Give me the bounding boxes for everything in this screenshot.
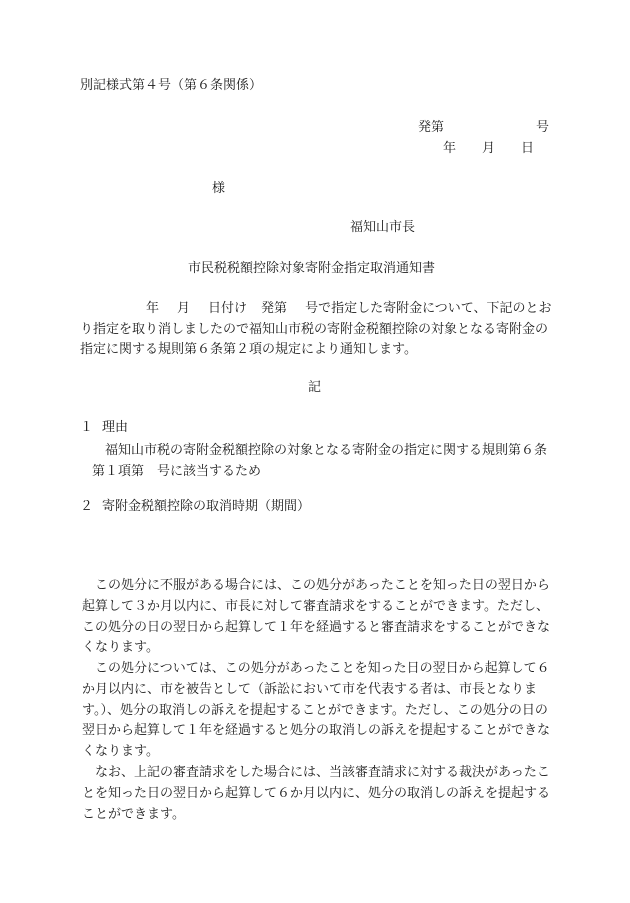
issue-date-day: 日 — [521, 141, 535, 156]
section-2-number: ２ — [80, 499, 94, 514]
intro-issue-prefix: 発第 — [261, 301, 288, 316]
issue-number-suffix: 号 — [536, 120, 550, 135]
notice-paragraph-1: この処分に不服がある場合には、この処分があったことを知った日の翌日から起算して３か月以内に、市長に対して審査請求をすることができます。ただし、この処分の日の翌日から起算して１年を経過すると審査請求をすることができなくなります。 — [82, 578, 551, 656]
document-title: 市民税税額控除対象寄附金指定取消通知書 — [188, 261, 436, 276]
issue-date — [443, 142, 534, 155]
section-1-number: １ — [80, 420, 94, 435]
issue-date-month: 月 — [482, 141, 496, 156]
issue-date-year: 年 — [443, 141, 457, 156]
addressee-honorific: 様 — [212, 181, 226, 196]
issue-number-prefix: 発第 — [418, 120, 445, 135]
intro-rest: 号で指定した寄附金について、下記のとおり指定を取り消しましたので福知山市税の寄附金税額控除の対象となる寄附金の指定に関する規則第６条第２項の規定により通知します。 — [80, 301, 552, 357]
notice-paragraph-3: なお、上記の審査請求をした場合には、当該審査請求に対する裁決があったことを知った日の翌日から起算して６か月以内に、処分の取消しの訴えを提起することができます。 — [82, 765, 551, 822]
section-2-title: 寄附金税額控除の取消時期（期間） — [102, 499, 311, 514]
intro-paragraph — [80, 299, 554, 361]
section-1-body: 福知山市税の寄附金税額控除の対象となる寄附金の指定に関する規則第６条第１項第 号に該当するため — [92, 443, 548, 479]
section-2-heading — [80, 500, 310, 513]
issue-number — [418, 121, 549, 134]
section-1-heading — [80, 421, 128, 434]
section-1-title: 理由 — [102, 420, 129, 435]
issuer-name: 福知山市長 — [350, 220, 416, 235]
form-label: 別記様式第４号（第６条関係） — [80, 78, 263, 93]
notice-paragraph-2: この処分については、この処分があったことを知った日の翌日から起算して６か月以内に、市を被告として（訴訟において市を代表する者は、市長となります。）、処分の取消しの訴えを提起することができます。ただし、この処分の日の翌日から起算して１年を経過すると処分の取消しの訴えを提起することができなくなります。 — [82, 661, 551, 760]
intro-year: 年 — [146, 301, 160, 316]
intro-month: 月 — [177, 301, 191, 316]
ki-heading: 記 — [308, 380, 322, 395]
intro-dated: 日付け — [208, 301, 248, 316]
